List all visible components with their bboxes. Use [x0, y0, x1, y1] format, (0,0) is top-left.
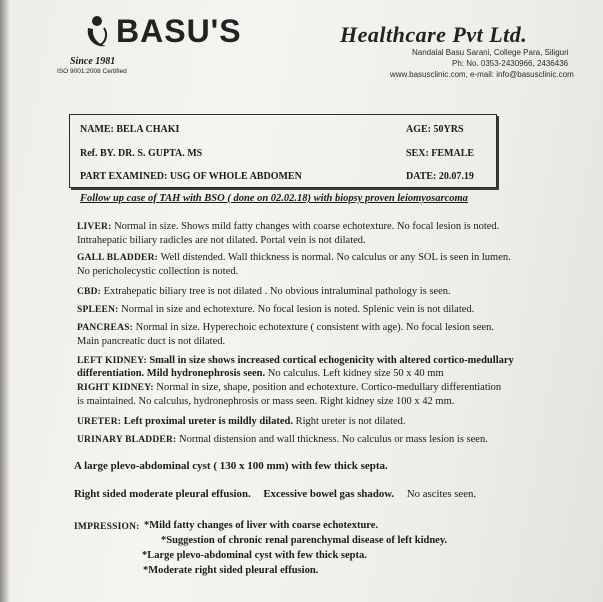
right-kidney-text-2: is maintained. No calculus, hydronephrosis or mass seen. Right kidney size 100 x 42 mm.: [77, 396, 455, 407]
right-kidney-finding: [77, 382, 501, 393]
cyst-finding: A large plevo-abdominal cyst ( 130 x 100 mm) with few thick septa.: [74, 460, 388, 472]
phone-line: Ph: No. 0353-2430966, 2436436: [452, 59, 569, 68]
impression-item: *Moderate right sided pleural effusion.: [143, 565, 319, 576]
cbd-label: CBD:: [77, 287, 102, 297]
pleural-finding: [74, 488, 476, 500]
left-kidney-text: Small in size shows increased cortical echogenicity with altered cortico-medullary: [149, 355, 514, 366]
since-year: Since 1981: [70, 56, 116, 67]
liver-label: LIVER:: [77, 222, 112, 232]
bowel-gas-text: Excessive bowel gas shadow.: [263, 488, 395, 500]
left-kidney-label: LEFT KIDNEY:: [77, 356, 147, 366]
patient-name: NAME: BELA CHAKI: [80, 124, 180, 135]
gall-bladder-text: Well distended. Wall thickness is normal. No calculus or any SOL is seen in lumen.: [160, 252, 511, 263]
page-edge-shadow: [0, 0, 10, 602]
spleen-label: SPLEEN:: [77, 305, 119, 315]
ureter-finding: [77, 416, 406, 427]
address-line-1: Nandalal Basu Sarani, College Para, Siliguri: [412, 48, 569, 57]
urinary-bladder-finding: [77, 434, 488, 445]
pancreas-finding: [77, 322, 494, 333]
clinic-title: Healthcare Pvt Ltd.: [340, 22, 528, 47]
gall-bladder-label: GALL BLADDER:: [77, 253, 158, 263]
pancreas-label: PANCREAS:: [77, 323, 133, 333]
cbd-finding: [77, 286, 451, 297]
patient-sex: SEX: FEMALE: [406, 148, 475, 159]
urinary-bladder-label: URINARY BLADDER:: [77, 435, 177, 445]
spleen-finding: [77, 304, 474, 315]
brand-name: BASU'S: [116, 13, 242, 49]
left-kidney-finding: [77, 355, 514, 366]
part-examined: PART EXAMINED: USG OF WHOLE ABDOMEN: [80, 171, 302, 182]
left-kidney-size: No calculus. Left kidney size 50 x 40 mm: [267, 368, 444, 379]
liver-text: Normal in size. Shows mild fatty changes with coarse echotexture. No focal lesion is noted.: [114, 221, 500, 232]
referring-doctor: Ref. BY. DR. S. GUPTA. MS: [80, 148, 203, 159]
impression-item: *Suggestion of chronic renal parenchymal disease of left kidney.: [161, 535, 448, 546]
impression-item: *Large plevo-abdominal cyst with few thick septa.: [142, 550, 367, 561]
ureter-right-text: Right ureter is not dilated.: [295, 416, 406, 427]
gall-bladder-finding: [77, 252, 511, 263]
liver-finding: [77, 221, 499, 232]
ascites-text: No ascites seen.: [406, 488, 477, 500]
iso-certification: ISO 9001:2008 Certified: [57, 68, 127, 75]
left-kidney-text-2a: differentiation. Mild hydronephrosis seen.: [77, 368, 266, 379]
web-email-line: www.basusclinic.com, e-mail: info@basusclinic.com: [390, 70, 574, 79]
right-kidney-label: RIGHT KIDNEY:: [77, 383, 154, 393]
impression-item: *Mild fatty changes of liver with coarse echotexture.: [144, 520, 379, 531]
patient-details-box: [69, 114, 497, 188]
ureter-left-text: Left proximal ureter is mildly dilated.: [123, 416, 293, 427]
pancreas-text: Normal in size. Hyperechoic echotexture ( consistent with age). No focal lesion seen.: [135, 322, 494, 333]
pancreas-text-2: Main pancreatic duct is not dilated.: [77, 336, 226, 347]
left-kidney-text-2: [77, 368, 444, 379]
patient-age: AGE: 50YRS: [406, 124, 464, 135]
clinic-logo-icon: [84, 12, 110, 52]
pleural-effusion-text: Right sided moderate pleural effusion.: [74, 488, 251, 500]
impression-label: IMPRESSION:: [74, 522, 140, 532]
gall-bladder-text-2: No pericholecystic collection is noted.: [77, 266, 239, 277]
liver-text-2: Intrahepatic biliary radicles are not dilated. Portal vein is not dilated.: [77, 235, 366, 246]
ureter-label: URETER:: [77, 417, 122, 427]
right-kidney-text: Normal in size, shape, position and echotexture. Cortico-medullary differentiation: [156, 382, 502, 393]
urinary-bladder-text: Normal distension and wall thickness. No calculus or mass lesion is seen.: [179, 434, 488, 445]
followup-note: Follow up case of TAH with BSO ( done on 02.02.18) with biopsy proven leiomyosarcoma: [80, 193, 468, 204]
report-date: DATE: 20.07.19: [406, 171, 474, 182]
cbd-text: Extrahepatic biliary tree is not dilated . No obvious intraluminal pathology is seen.: [103, 286, 451, 297]
spleen-text: Normal in size and echotexture. No focal lesion is noted. Splenic vein is not dilated.: [121, 304, 475, 315]
